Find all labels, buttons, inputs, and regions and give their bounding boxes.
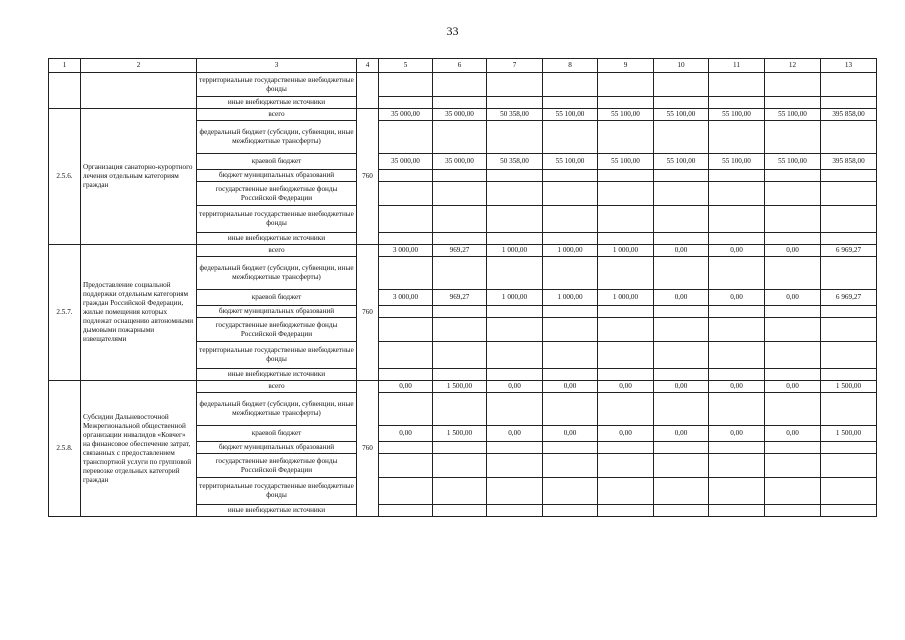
value-cell — [765, 206, 821, 233]
value-cell — [487, 97, 543, 109]
value-cell — [654, 505, 709, 517]
value-cell — [654, 454, 709, 478]
value-cell — [765, 393, 821, 426]
value-cell — [433, 505, 487, 517]
funding-source: краевой бюджет — [197, 154, 357, 170]
value-cell — [821, 393, 877, 426]
value-cell: 1 000,00 — [543, 245, 598, 257]
value-cell: 0,00 — [543, 381, 598, 393]
value-cell — [654, 206, 709, 233]
value-cell — [543, 454, 598, 478]
value-cell — [379, 73, 433, 97]
item-name — [81, 73, 197, 109]
value-cell — [433, 454, 487, 478]
value-cell — [543, 170, 598, 182]
table-row — [49, 245, 877, 257]
funding-source: краевой бюджет — [197, 290, 357, 306]
value-cell — [487, 306, 543, 318]
funding-source: территориальные государственные внебюджетные фонды — [197, 478, 357, 505]
column-header: 2 — [81, 59, 197, 73]
funding-source: федеральный бюджет (субсидии, субвенции, иные межбюджетные трансферты) — [197, 121, 357, 154]
funding-source: государственные внебюджетные фонды Российской Федерации — [197, 318, 357, 342]
value-cell: 55 100,00 — [598, 109, 654, 121]
value-cell — [379, 306, 433, 318]
value-cell — [709, 121, 765, 154]
value-cell — [379, 257, 433, 290]
value-cell — [433, 73, 487, 97]
value-cell: 1 000,00 — [487, 245, 543, 257]
value-cell — [654, 318, 709, 342]
value-cell — [598, 442, 654, 454]
value-cell: 6 969,27 — [821, 245, 877, 257]
value-cell — [709, 442, 765, 454]
value-cell — [543, 369, 598, 381]
value-cell: 55 100,00 — [543, 154, 598, 170]
value-cell — [821, 97, 877, 109]
value-cell — [433, 393, 487, 426]
value-cell — [765, 318, 821, 342]
value-cell: 0,00 — [709, 426, 765, 442]
value-cell — [709, 369, 765, 381]
executor-code: 760 — [357, 109, 379, 245]
value-cell — [821, 233, 877, 245]
value-cell — [598, 393, 654, 426]
value-cell — [379, 505, 433, 517]
value-cell — [765, 342, 821, 369]
value-cell — [433, 369, 487, 381]
funding-source: иные внебюджетные источники — [197, 505, 357, 517]
item-code: 2.5.8. — [49, 381, 81, 517]
value-cell — [709, 306, 765, 318]
value-cell — [765, 369, 821, 381]
value-cell — [543, 73, 598, 97]
column-header: 12 — [765, 59, 821, 73]
item-code: 2.5.7. — [49, 245, 81, 381]
value-cell — [379, 393, 433, 426]
funding-source: иные внебюджетные источники — [197, 97, 357, 109]
value-cell: 55 100,00 — [765, 109, 821, 121]
value-cell — [487, 257, 543, 290]
value-cell — [821, 369, 877, 381]
value-cell — [379, 342, 433, 369]
page-number: 33 — [446, 24, 459, 38]
value-cell — [821, 454, 877, 478]
value-cell — [654, 369, 709, 381]
funding-source: территориальные государственные внебюджетные фонды — [197, 342, 357, 369]
value-cell — [543, 121, 598, 154]
value-cell: 55 100,00 — [543, 109, 598, 121]
value-cell — [654, 342, 709, 369]
column-header: 13 — [821, 59, 877, 73]
value-cell — [433, 318, 487, 342]
value-cell — [709, 318, 765, 342]
funding-source: иные внебюджетные источники — [197, 369, 357, 381]
value-cell — [433, 233, 487, 245]
value-cell: 969,27 — [433, 245, 487, 257]
value-cell — [709, 393, 765, 426]
funding-source: федеральный бюджет (субсидии, субвенции, иные межбюджетные трансферты) — [197, 393, 357, 426]
table-body — [49, 59, 877, 517]
value-cell — [821, 478, 877, 505]
table-row — [49, 109, 877, 121]
value-cell: 35 000,00 — [433, 109, 487, 121]
funding-source: всего — [197, 381, 357, 393]
funding-source: бюджет муниципальных образований — [197, 442, 357, 454]
value-cell: 0,00 — [654, 426, 709, 442]
value-cell — [765, 233, 821, 245]
value-cell — [654, 182, 709, 206]
value-cell — [821, 182, 877, 206]
value-cell — [709, 182, 765, 206]
value-cell — [543, 306, 598, 318]
value-cell — [598, 97, 654, 109]
value-cell: 0,00 — [487, 426, 543, 442]
value-cell — [709, 233, 765, 245]
value-cell — [379, 182, 433, 206]
value-cell — [543, 206, 598, 233]
funding-source: бюджет муниципальных образований — [197, 170, 357, 182]
value-cell: 0,00 — [487, 381, 543, 393]
value-cell — [598, 73, 654, 97]
value-cell — [709, 454, 765, 478]
value-cell: 1 500,00 — [433, 381, 487, 393]
value-cell — [821, 257, 877, 290]
funding-source: всего — [197, 245, 357, 257]
value-cell — [765, 182, 821, 206]
value-cell — [379, 478, 433, 505]
value-cell — [487, 478, 543, 505]
column-header: 5 — [379, 59, 433, 73]
value-cell — [487, 121, 543, 154]
value-cell — [654, 393, 709, 426]
value-cell: 0,00 — [598, 381, 654, 393]
value-cell: 55 100,00 — [654, 109, 709, 121]
value-cell — [598, 505, 654, 517]
value-cell — [487, 182, 543, 206]
value-cell — [654, 257, 709, 290]
value-cell — [433, 170, 487, 182]
value-cell — [379, 121, 433, 154]
value-cell: 1 000,00 — [487, 290, 543, 306]
value-cell — [765, 121, 821, 154]
value-cell — [487, 393, 543, 426]
value-cell — [821, 442, 877, 454]
table-header-row — [49, 59, 877, 73]
value-cell: 1 500,00 — [821, 381, 877, 393]
item-name: Организация санаторно-курортного лечения отдельным категориям граждан — [81, 109, 197, 245]
item-name: Субсидии Дальневосточной Межрегиональной общественной организации инвалидов «Ковчег» на финансовое обеспечение затрат, связанных с предоставлением транспортной услуги по групповой перевозке отдельных категорий граждан — [81, 381, 197, 517]
value-cell: 0,00 — [543, 426, 598, 442]
value-cell — [543, 97, 598, 109]
value-cell — [598, 478, 654, 505]
item-code: 2.5.6. — [49, 109, 81, 245]
funding-source: федеральный бюджет (субсидии, субвенции, иные межбюджетные трансферты) — [197, 257, 357, 290]
value-cell: 0,00 — [765, 381, 821, 393]
value-cell — [654, 170, 709, 182]
value-cell — [433, 257, 487, 290]
value-cell: 35 000,00 — [379, 109, 433, 121]
value-cell — [433, 97, 487, 109]
funding-source: территориальные государственные внебюджетные фонды — [197, 206, 357, 233]
item-code — [49, 73, 81, 109]
value-cell — [379, 442, 433, 454]
value-cell — [709, 170, 765, 182]
value-cell — [709, 73, 765, 97]
value-cell: 0,00 — [598, 426, 654, 442]
value-cell — [433, 342, 487, 369]
value-cell — [709, 97, 765, 109]
value-cell — [543, 505, 598, 517]
value-cell: 35 000,00 — [379, 154, 433, 170]
funding-source: всего — [197, 109, 357, 121]
value-cell — [765, 170, 821, 182]
value-cell — [487, 342, 543, 369]
value-cell — [765, 97, 821, 109]
funding-source: иные внебюджетные источники — [197, 233, 357, 245]
value-cell — [543, 257, 598, 290]
value-cell — [709, 342, 765, 369]
column-header: 10 — [654, 59, 709, 73]
executor-code — [357, 73, 379, 109]
column-header: 11 — [709, 59, 765, 73]
value-cell — [598, 170, 654, 182]
item-name: Предоставление социальной поддержки отдельным категориям граждан Российской Федерации, жилые помещения которых подлежат оснащению автономными дымовыми пожарными извещателями — [81, 245, 197, 381]
value-cell: 55 100,00 — [709, 154, 765, 170]
column-header: 8 — [543, 59, 598, 73]
value-cell — [654, 121, 709, 154]
value-cell — [765, 454, 821, 478]
value-cell — [765, 442, 821, 454]
value-cell: 1 500,00 — [821, 426, 877, 442]
value-cell — [765, 73, 821, 97]
value-cell — [821, 73, 877, 97]
value-cell — [709, 206, 765, 233]
funding-source: государственные внебюджетные фонды Российской Федерации — [197, 182, 357, 206]
value-cell — [598, 342, 654, 369]
funding-source: краевой бюджет — [197, 426, 357, 442]
value-cell — [598, 121, 654, 154]
value-cell — [543, 233, 598, 245]
value-cell — [821, 121, 877, 154]
value-cell — [433, 182, 487, 206]
value-cell — [821, 342, 877, 369]
value-cell — [379, 454, 433, 478]
value-cell — [598, 206, 654, 233]
value-cell — [821, 318, 877, 342]
budget-table — [48, 58, 877, 517]
executor-code: 760 — [357, 245, 379, 381]
value-cell — [543, 318, 598, 342]
value-cell — [598, 306, 654, 318]
value-cell: 0,00 — [654, 290, 709, 306]
column-header: 4 — [357, 59, 379, 73]
value-cell — [487, 73, 543, 97]
value-cell — [487, 442, 543, 454]
column-header: 6 — [433, 59, 487, 73]
value-cell: 0,00 — [765, 290, 821, 306]
column-header: 9 — [598, 59, 654, 73]
value-cell: 0,00 — [379, 381, 433, 393]
value-cell — [598, 369, 654, 381]
value-cell — [765, 478, 821, 505]
value-cell — [379, 233, 433, 245]
column-header: 7 — [487, 59, 543, 73]
value-cell — [379, 97, 433, 109]
value-cell — [433, 442, 487, 454]
value-cell — [487, 206, 543, 233]
value-cell — [821, 505, 877, 517]
value-cell: 35 000,00 — [433, 154, 487, 170]
value-cell — [543, 182, 598, 206]
value-cell — [379, 369, 433, 381]
value-cell — [598, 233, 654, 245]
value-cell — [598, 454, 654, 478]
value-cell — [487, 454, 543, 478]
value-cell: 1 000,00 — [543, 290, 598, 306]
funding-source: территориальные государственные внебюджетные фонды — [197, 73, 357, 97]
value-cell: 0,00 — [654, 381, 709, 393]
value-cell: 0,00 — [654, 245, 709, 257]
funding-source: бюджет муниципальных образований — [197, 306, 357, 318]
table-row — [49, 73, 877, 97]
value-cell — [598, 257, 654, 290]
value-cell — [543, 442, 598, 454]
value-cell — [379, 318, 433, 342]
value-cell — [487, 505, 543, 517]
value-cell — [487, 318, 543, 342]
value-cell: 55 100,00 — [598, 154, 654, 170]
value-cell — [654, 478, 709, 505]
value-cell: 395 858,00 — [821, 109, 877, 121]
value-cell — [598, 318, 654, 342]
value-cell — [821, 306, 877, 318]
value-cell — [654, 73, 709, 97]
value-cell: 3 000,00 — [379, 290, 433, 306]
value-cell — [821, 206, 877, 233]
value-cell — [543, 393, 598, 426]
value-cell — [598, 182, 654, 206]
column-header: 1 — [49, 59, 81, 73]
value-cell: 0,00 — [709, 245, 765, 257]
table-row — [49, 381, 877, 393]
value-cell: 0,00 — [379, 426, 433, 442]
value-cell: 3 000,00 — [379, 245, 433, 257]
value-cell — [379, 170, 433, 182]
value-cell: 50 358,00 — [487, 154, 543, 170]
value-cell: 395 858,00 — [821, 154, 877, 170]
value-cell — [709, 505, 765, 517]
value-cell: 1 500,00 — [433, 426, 487, 442]
value-cell: 969,27 — [433, 290, 487, 306]
value-cell — [433, 206, 487, 233]
value-cell — [709, 257, 765, 290]
value-cell: 0,00 — [765, 245, 821, 257]
value-cell — [765, 306, 821, 318]
value-cell: 1 000,00 — [598, 245, 654, 257]
value-cell — [487, 233, 543, 245]
value-cell: 0,00 — [709, 290, 765, 306]
value-cell — [543, 478, 598, 505]
value-cell — [433, 306, 487, 318]
value-cell: 0,00 — [765, 426, 821, 442]
value-cell: 55 100,00 — [709, 109, 765, 121]
value-cell: 55 100,00 — [765, 154, 821, 170]
executor-code: 760 — [357, 381, 379, 517]
value-cell — [709, 478, 765, 505]
value-cell — [487, 369, 543, 381]
value-cell — [654, 442, 709, 454]
value-cell: 50 358,00 — [487, 109, 543, 121]
value-cell: 6 969,27 — [821, 290, 877, 306]
value-cell — [433, 478, 487, 505]
value-cell — [654, 233, 709, 245]
value-cell — [433, 121, 487, 154]
value-cell — [821, 170, 877, 182]
value-cell: 1 000,00 — [598, 290, 654, 306]
value-cell — [487, 170, 543, 182]
value-cell — [765, 257, 821, 290]
value-cell — [543, 342, 598, 369]
value-cell — [654, 306, 709, 318]
value-cell: 55 100,00 — [654, 154, 709, 170]
value-cell: 0,00 — [709, 381, 765, 393]
value-cell — [654, 97, 709, 109]
value-cell — [765, 505, 821, 517]
column-header: 3 — [197, 59, 357, 73]
value-cell — [379, 206, 433, 233]
funding-source: государственные внебюджетные фонды Российской Федерации — [197, 454, 357, 478]
